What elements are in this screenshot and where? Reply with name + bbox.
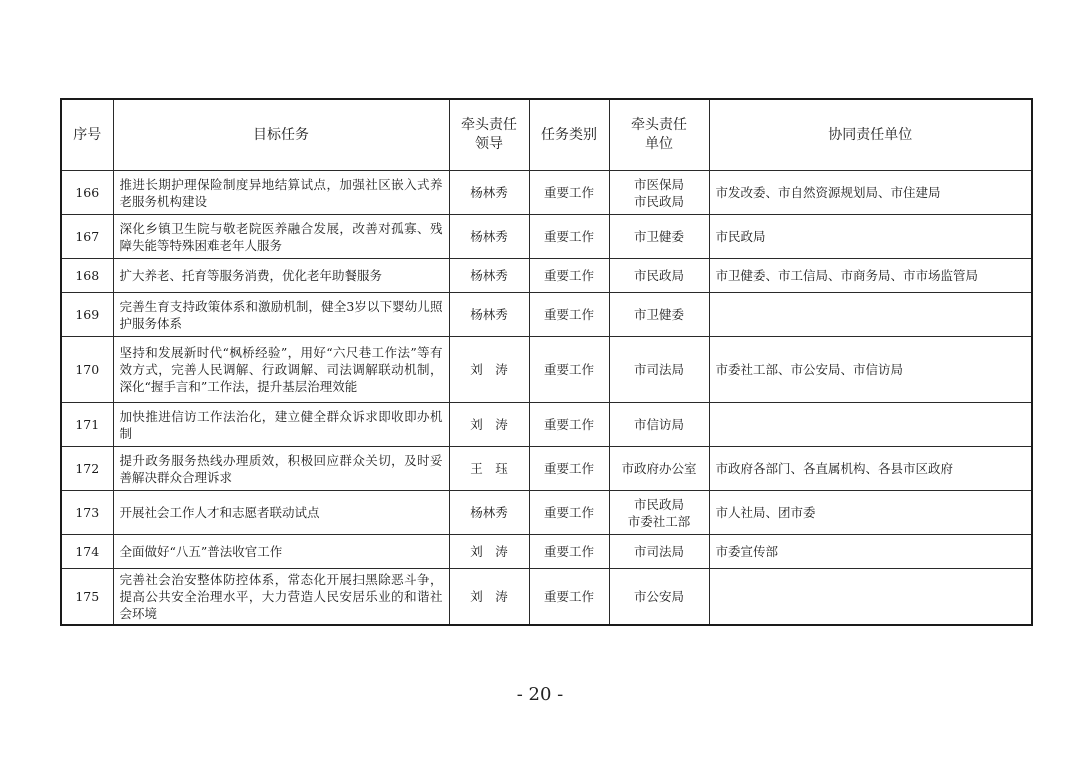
row-leader-cell: 刘 涛 bbox=[449, 535, 529, 569]
row-lead-unit-cell bbox=[609, 491, 709, 535]
row-task-cell: 开展社会工作人才和志愿者联动试点 bbox=[113, 491, 449, 535]
row-task-cell: 加快推进信访工作法治化，建立健全群众诉求即收即办机制 bbox=[113, 403, 449, 447]
row-lead-unit-cell bbox=[609, 259, 709, 293]
table-body bbox=[61, 171, 1032, 625]
row-num-cell: 170 bbox=[61, 337, 113, 403]
header-lead-unit-line-2: 单位 bbox=[645, 136, 673, 152]
header-co-units: 协同责任单位 bbox=[709, 99, 1032, 171]
row-lead-unit-cell bbox=[609, 447, 709, 491]
lead-unit-line: 市公安局 bbox=[633, 588, 684, 604]
row-lead-unit-cell bbox=[609, 569, 709, 625]
table-row bbox=[61, 259, 1032, 293]
header-leader bbox=[449, 99, 529, 171]
row-category-cell: 重要工作 bbox=[529, 337, 609, 403]
lead-unit-line: 市司法局 bbox=[633, 362, 684, 377]
header-lead-unit-line-1: 牵头责任 bbox=[631, 117, 687, 133]
row-leader-cell: 杨林秀 bbox=[449, 215, 529, 259]
table-row bbox=[61, 293, 1032, 337]
row-num-cell: 171 bbox=[61, 403, 113, 447]
row-co-units-cell bbox=[709, 293, 1032, 337]
row-num-cell: 174 bbox=[61, 535, 113, 569]
row-category-cell: 重要工作 bbox=[529, 403, 609, 447]
table-header-row bbox=[61, 99, 1032, 171]
lead-unit-line: 市政府办公室 bbox=[621, 461, 697, 476]
header-leader-line-2: 领导 bbox=[475, 136, 503, 152]
row-co-units-cell: 市委宣传部 bbox=[709, 535, 1032, 569]
table-row bbox=[61, 403, 1032, 447]
task-table bbox=[60, 98, 1033, 626]
row-leader-cell: 刘 涛 bbox=[449, 569, 529, 625]
row-leader-cell: 杨林秀 bbox=[449, 491, 529, 535]
row-task-cell: 推进长期护理保险制度异地结算试点，加强社区嵌入式养老服务机构建设 bbox=[113, 171, 449, 215]
row-task-cell: 扩大养老、托育等服务消费，优化老年助餐服务 bbox=[113, 259, 449, 293]
row-category-cell: 重要工作 bbox=[529, 215, 609, 259]
table-row bbox=[61, 215, 1032, 259]
row-co-units-cell: 市委社工部、市公安局、市信访局 bbox=[709, 337, 1032, 403]
lead-unit-line: 市卫健委 bbox=[633, 229, 684, 244]
row-category-cell: 重要工作 bbox=[529, 447, 609, 491]
row-num-cell: 173 bbox=[61, 491, 113, 535]
row-lead-unit-cell bbox=[609, 215, 709, 259]
row-lead-unit-cell bbox=[609, 337, 709, 403]
row-lead-unit-cell bbox=[609, 535, 709, 569]
row-leader-cell: 刘 涛 bbox=[449, 337, 529, 403]
page-number: - 20 - bbox=[516, 684, 564, 705]
row-lead-unit-cell bbox=[609, 403, 709, 447]
table-row bbox=[61, 171, 1032, 215]
row-leader-cell: 杨林秀 bbox=[449, 293, 529, 337]
header-leader-line-1: 牵头责任 bbox=[461, 117, 517, 133]
lead-unit-line: 市民政局 bbox=[633, 268, 684, 283]
row-category-cell: 重要工作 bbox=[529, 171, 609, 215]
row-co-units-cell: 市政府各部门、各直属机构、各县市区政府 bbox=[709, 447, 1032, 491]
row-num-cell: 166 bbox=[61, 171, 113, 215]
row-co-units-cell bbox=[709, 569, 1032, 625]
row-task-cell: 提升政务服务热线办理质效，积极回应群众关切，及时妥善解决群众合理诉求 bbox=[113, 447, 449, 491]
lead-unit-line: 市委社工部 bbox=[627, 513, 691, 529]
row-task-cell: 深化乡镇卫生院与敬老院医养融合发展，改善对孤寡、残障失能等特殊困难老年人服务 bbox=[113, 215, 449, 259]
row-num-cell: 169 bbox=[61, 293, 113, 337]
table-row bbox=[61, 491, 1032, 535]
row-leader-cell: 杨林秀 bbox=[449, 171, 529, 215]
lead-unit-line: 市民政局 bbox=[633, 193, 684, 209]
lead-unit-line: 市医保局 bbox=[633, 176, 684, 192]
row-lead-unit-cell bbox=[609, 293, 709, 337]
row-category-cell: 重要工作 bbox=[529, 259, 609, 293]
row-category-cell: 重要工作 bbox=[529, 535, 609, 569]
table-row bbox=[61, 337, 1032, 403]
row-leader-cell: 杨林秀 bbox=[449, 259, 529, 293]
row-task-cell: 完善社会治安整体防控体系，常态化开展扫黑除恶斗争，提高公共安全治理水平，大力营造人民安居乐业的和谐社会环境 bbox=[113, 569, 449, 625]
table-row bbox=[61, 535, 1032, 569]
row-lead-unit-cell bbox=[609, 171, 709, 215]
row-num-cell: 167 bbox=[61, 215, 113, 259]
lead-unit-line: 市司法局 bbox=[633, 544, 684, 559]
table-row bbox=[61, 447, 1032, 491]
row-co-units-cell: 市发改委、市自然资源规划局、市住建局 bbox=[709, 171, 1032, 215]
row-co-units-cell: 市卫健委、市工信局、市商务局、市市场监管局 bbox=[709, 259, 1032, 293]
row-co-units-cell: 市人社局、团市委 bbox=[709, 491, 1032, 535]
row-num-cell: 172 bbox=[61, 447, 113, 491]
lead-unit-line: 市卫健委 bbox=[633, 307, 684, 322]
row-co-units-cell bbox=[709, 403, 1032, 447]
header-category: 任务类别 bbox=[529, 99, 609, 171]
table-row bbox=[61, 569, 1032, 625]
row-co-units-cell: 市民政局 bbox=[709, 215, 1032, 259]
lead-unit-line: 市民政局 bbox=[633, 496, 684, 512]
row-num-cell: 175 bbox=[61, 569, 113, 625]
row-category-cell: 重要工作 bbox=[529, 491, 609, 535]
row-task-cell: 完善生育支持政策体系和激励机制，健全3岁以下婴幼儿照护服务体系 bbox=[113, 293, 449, 337]
row-leader-cell: 王 珏 bbox=[449, 447, 529, 491]
header-task: 目标任务 bbox=[113, 99, 449, 171]
lead-unit-line: 市信访局 bbox=[633, 417, 684, 432]
row-task-cell: 坚持和发展新时代“枫桥经验”，用好“六尺巷工作法”等有效方式，完善人民调解、行政调解、司法调解联动机制，深化“握手言和”工作法，提升基层治理效能 bbox=[113, 337, 449, 403]
row-num-cell: 168 bbox=[61, 259, 113, 293]
header-num: 序号 bbox=[61, 99, 113, 171]
row-task-cell: 全面做好“八五”普法收官工作 bbox=[113, 535, 449, 569]
header-lead-unit bbox=[609, 99, 709, 171]
row-category-cell: 重要工作 bbox=[529, 569, 609, 625]
row-leader-cell: 刘 涛 bbox=[449, 403, 529, 447]
row-category-cell: 重要工作 bbox=[529, 293, 609, 337]
